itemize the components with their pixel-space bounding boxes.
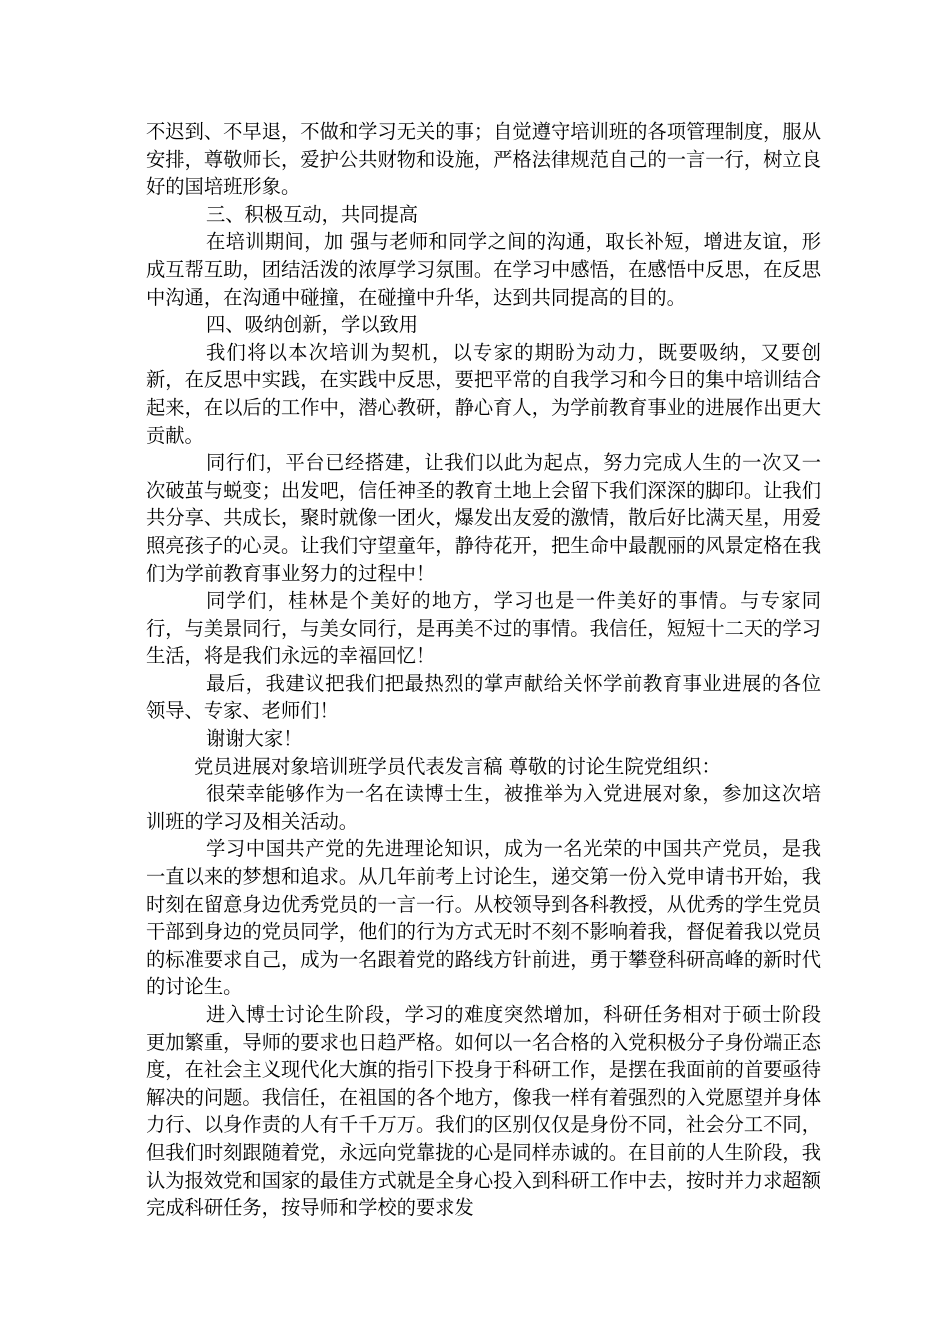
paragraph: 最后，我建议把我们把最热烈的掌声献给关怀学前教育事业进展的各位领导、专家、老师们！ [146, 671, 821, 723]
paragraph-continued: 不迟到、不早退，不做和学习无关的事；自觉遵守培训班的各项管理制度，服从安排，尊敬师长，爱护公共财物和设施，严格法律规范自己的一言一行，树立良好的国培班形象。 [146, 120, 821, 199]
paragraph: 我们将以本次培训为契机，以专家的期盼为动力，既要吸纳，又要创新，在反思中实践，在实践中反思，要把平常的自我学习和今日的集中培训结合起来，在以后的工作中，潜心教研，静心育人，为学前教育事业的进展作出更大贡献。 [146, 340, 821, 447]
section-heading: 四、吸纳创新，学以致用 [206, 313, 419, 337]
section-heading: 三、积极互动，共同提高 [206, 202, 419, 226]
paragraph: 很荣幸能够作为一名在读博士生，被推举为入党进展对象，参加这次培训班的学习及相关活动。 [146, 782, 821, 833]
paragraph: 在培训期间，加 强与老师和同学之间的沟通，取长补短，增进友谊，形成互帮互助，团结活泼的浓厚学习氛围。在学习中感悟，在感悟中反思，在反思中沟通，在沟通中碰撞，在碰撞中升华，达到共同提高的目的。 [146, 230, 821, 309]
speech-title: 党员进展对象培训班学员代表发言稿 尊敬的讨论生院党组织： [194, 754, 721, 778]
paragraph: 同学们，桂林是个美好的地方，学习也是一件美好的事情。与专家同行，与美景同行，与美女同行，是再美不过的事情。我信任，短短十二天的学习生活，将是我们永远的幸福回忆！ [146, 589, 821, 668]
paragraph: 进入博士讨论生阶段，学习的难度突然增加，科研任务相对于硕士阶段更加繁重，导师的要求也日趋严格。如何以一名合格的入党积极分子身份端正态度，在社会主义现代化大旗的指引下投身于科研工作，是摆在我面前的首要亟待解决的问题。我信任，在祖国的各个地方，像我一样有着强烈的入党愿望并身体力行、以身作责的人有千千万万。我们的区别仅仅是身份不同，社会分工不同，但我们时刻跟随着党，永远向党靠拢的心是同样赤诚的。在目前的人生阶段，我认为报效党和国家的最佳方式就是全身心投入到科研工作中去，按时并力求超额完成科研任务，按导师和学校的要求发 [146, 1003, 821, 1220]
document-page [146, 118, 821, 1222]
paragraph: 学习中国共产党的先进理论知识，成为一名光荣的中国共产党员，是我一直以来的梦想和追求。从几年前考上讨论生，递交第一份入党申请书开始，我时刻在留意身边优秀党员的一言一行。从校领导到各科教授，从优秀的学生党员干部到身边的党员同学，他们的行为方式无时不刻不影响着我，督促着我以党员的标准要求自己，成为一名跟着党的路线方针前进，勇于攀登科研高峰的新时代的讨论生。 [146, 837, 821, 999]
closing-line: 谢谢大家！ [206, 727, 303, 751]
paragraph: 同行们，平台已经搭建，让我们以此为起点，努力完成人生的一次又一次破茧与蜕变；出发吧，信任神圣的教育土地上会留下我们深深的脚印。让我们共分享、共成长，聚时就像一团火，爆发出友爱的激情，散后好比满天星，用爱照亮孩子的心灵。让我们守望童年，静待花开，把生命中最靓丽的风景定格在我们为学前教育事业努力的过程中！ [146, 451, 821, 585]
